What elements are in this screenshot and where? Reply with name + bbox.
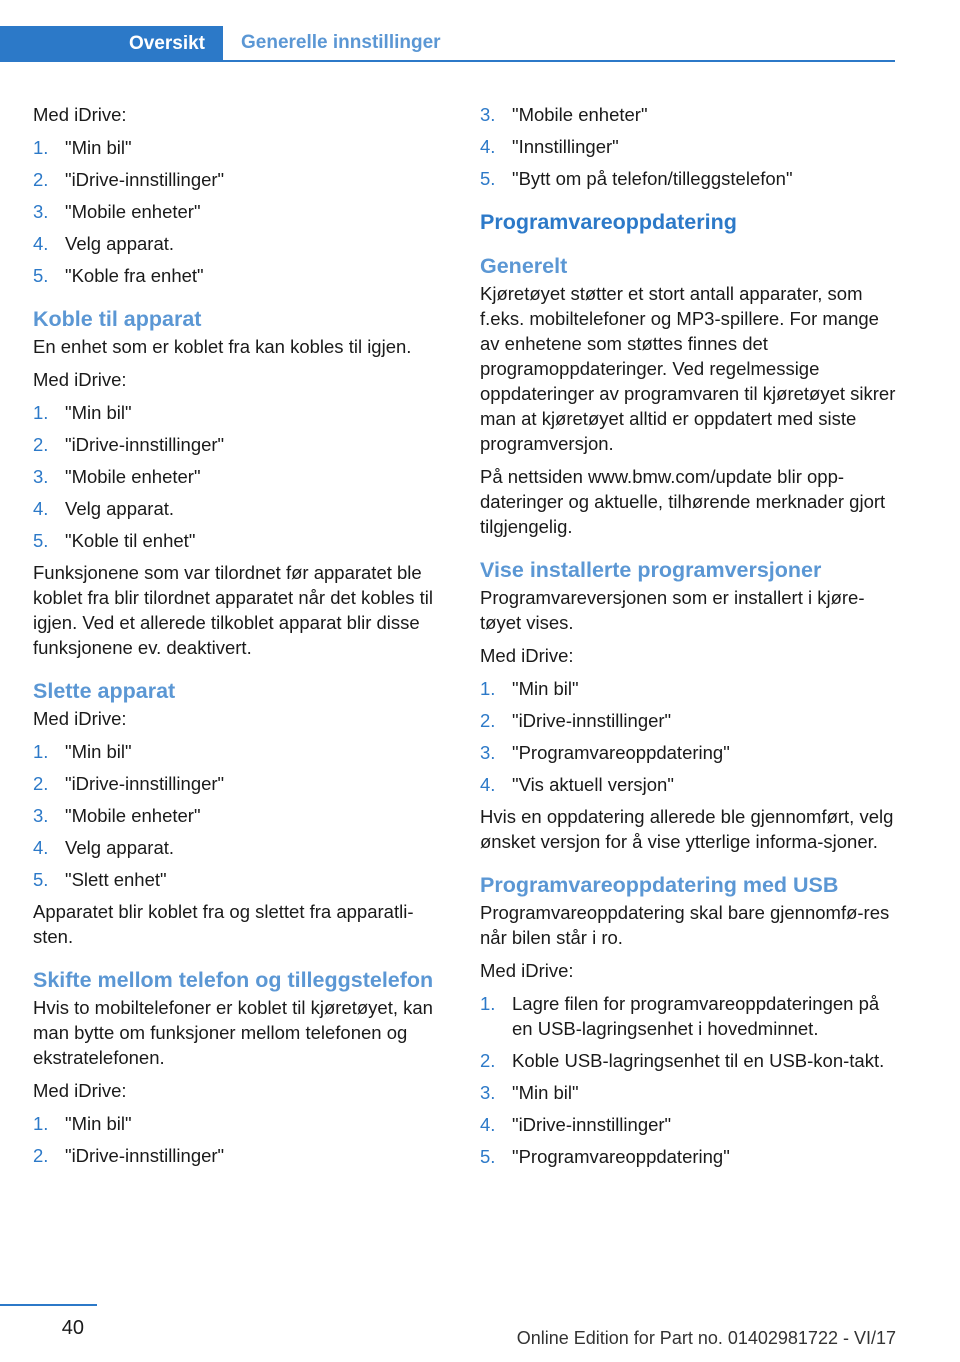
list-item (33, 496, 453, 521)
list-item (480, 1144, 896, 1169)
paragraph: Med iDrive: (480, 645, 574, 666)
list-item (33, 835, 453, 860)
list-text: "Min bil" (65, 741, 132, 762)
list-text: Velg apparat. (65, 498, 175, 519)
list-text: "Programvareoppdatering" (512, 1146, 730, 1167)
list-text: "iDrive-innstillinger" (65, 773, 225, 794)
section-heading: Generelt (480, 254, 568, 278)
list-item (33, 803, 453, 828)
list-number: 4. (480, 774, 496, 795)
list-text: "Min bil" (512, 678, 579, 699)
list-number: 4. (33, 233, 49, 254)
list-number: 5. (480, 168, 496, 189)
list-item (33, 528, 453, 553)
list-number: 1. (33, 137, 49, 158)
list-number: 2. (33, 434, 49, 455)
paragraph: Apparatet blir koblet fra og slettet fra apparatli-sten. (33, 901, 414, 947)
paragraph: Funksjonene som var tilordnet før apparatet ble koblet fra blir tilordnet apparatet når det kobles til igjen. Ved et allerede tilkoblet apparat blir disse funksjonene ev. deaktivert. (33, 562, 434, 658)
list-text: "Vis aktuell versjon" (512, 774, 674, 795)
paragraph: Hvis to mobiltelefoner er koblet til kjøretøyet, kan man bytte om funksjoner mellom telefonen og ekstratelefonen. (33, 997, 433, 1068)
list-item (33, 400, 453, 425)
list-item (480, 991, 896, 1041)
list-text: "Min bil" (65, 402, 132, 423)
list-number: 1. (480, 993, 496, 1014)
list-number: 3. (480, 742, 496, 763)
list-text: Koble USB-lagringsenhet til en USB-kon-takt. (512, 1050, 885, 1071)
paragraph: Med iDrive: (480, 960, 574, 981)
list-item (33, 464, 453, 489)
list-number: 4. (480, 1114, 496, 1135)
list-number: 1. (33, 1113, 49, 1134)
paragraph: Med iDrive: (33, 708, 127, 729)
paragraph: Programvareoppdatering skal bare gjennomfø-res når bilen står i ro. (480, 902, 890, 948)
list-number: 4. (33, 837, 49, 858)
list-item (480, 1080, 896, 1105)
chapter-heading: Programvareoppdatering (480, 210, 737, 234)
list-item (33, 867, 453, 892)
list-item (33, 199, 453, 224)
list-item (33, 263, 453, 288)
list-text: Velg apparat. (65, 837, 175, 858)
list-item (480, 708, 896, 733)
paragraph: På nettsiden www.bmw.com/update blir opp-dateringer og aktuelle, tilhørende merknader gjort tilgjengelig. (480, 466, 886, 537)
list-number: 3. (33, 805, 49, 826)
list-text: "iDrive-innstillinger" (512, 710, 672, 731)
list-item (480, 1048, 896, 1073)
numbered-list (33, 739, 453, 892)
tab-oversikt[interactable]: Oversikt (0, 26, 223, 62)
list-number: 1. (33, 402, 49, 423)
section-heading: Skifte mellom telefon og tilleggstelefon (33, 968, 434, 992)
section-heading: Vise installerte programversjoner (480, 558, 822, 582)
paragraph: En enhet som er koblet fra kan kobles til igjen. (33, 336, 412, 357)
list-text: "Mobile enheter" (65, 805, 201, 826)
list-text: "Koble til enhet" (65, 530, 196, 551)
footer-rule (0, 1304, 97, 1306)
list-text: "Bytt om på telefon/tilleggstelefon" (512, 168, 793, 189)
list-item (480, 676, 896, 701)
list-item (480, 102, 896, 127)
paragraph: Med iDrive: (33, 369, 127, 390)
list-text: "Innstillinger" (512, 136, 619, 157)
left-column (33, 102, 453, 1175)
list-number: 4. (480, 136, 496, 157)
list-number: 2. (33, 1145, 49, 1166)
list-item (33, 432, 453, 457)
header-rule (0, 60, 895, 62)
numbered-list (480, 102, 896, 191)
section-heading: Koble til apparat (33, 307, 202, 331)
list-number: 2. (33, 773, 49, 794)
list-number: 3. (33, 466, 49, 487)
list-text: "Min bil" (65, 137, 132, 158)
list-item (480, 772, 896, 797)
list-text: "iDrive-innstillinger" (512, 1114, 672, 1135)
tab-generelle-innstillinger[interactable]: Generelle innstillinger (241, 32, 441, 53)
numbered-list (33, 135, 453, 288)
paragraph: Med iDrive: (33, 104, 127, 125)
list-text: "Mobile enheter" (65, 201, 201, 222)
chapter-header (0, 26, 895, 62)
list-item (33, 231, 453, 256)
list-item (480, 134, 896, 159)
list-text: "iDrive-innstillinger" (65, 169, 225, 190)
list-item (480, 166, 896, 191)
list-item (33, 1111, 453, 1136)
list-item (480, 1112, 896, 1137)
paragraph: Hvis en oppdatering allerede ble gjennomført, velg ønsket versjon for å vise ytterlige informa-sjoner. (480, 806, 894, 852)
list-item (480, 740, 896, 765)
list-text: Velg apparat. (65, 233, 175, 254)
list-item (33, 739, 453, 764)
section-heading: Programvareoppdatering med USB (480, 873, 839, 897)
list-text: "iDrive-innstillinger" (65, 1145, 225, 1166)
numbered-list (33, 400, 453, 553)
list-text: "Mobile enheter" (65, 466, 201, 487)
list-text: "Min bil" (65, 1113, 132, 1134)
page-number: 40 (61, 1317, 84, 1339)
numbered-list (480, 991, 896, 1169)
list-number: 5. (33, 530, 49, 551)
list-text: "Mobile enheter" (512, 104, 648, 125)
list-item (33, 135, 453, 160)
right-column (480, 102, 896, 1176)
list-text: "Slett enhet" (65, 869, 167, 890)
list-text: "Programvareoppdatering" (512, 742, 730, 763)
list-item (33, 771, 453, 796)
list-item (33, 1143, 453, 1168)
section-heading: Slette apparat (33, 679, 176, 703)
numbered-list (480, 676, 896, 797)
list-number: 1. (480, 678, 496, 699)
list-number: 2. (480, 710, 496, 731)
list-text: "iDrive-innstillinger" (65, 434, 225, 455)
list-number: 3. (33, 201, 49, 222)
list-number: 5. (33, 869, 49, 890)
edition-note: Online Edition for Part no. 01402981722 - VI/17 (516, 1328, 896, 1348)
list-number: 4. (33, 498, 49, 519)
numbered-list (33, 1111, 453, 1168)
list-item (33, 167, 453, 192)
list-number: 2. (33, 169, 49, 190)
list-number: 1. (33, 741, 49, 762)
list-number: 3. (480, 104, 496, 125)
list-text: Lagre filen for programvareoppdateringen på en USB-lagringsenhet i hovedminnet. (512, 993, 880, 1039)
list-text: "Koble fra enhet" (65, 265, 204, 286)
list-text: "Min bil" (512, 1082, 579, 1103)
list-number: 5. (33, 265, 49, 286)
list-number: 2. (480, 1050, 496, 1071)
paragraph: Kjøretøyet støtter et stort antall apparater, som f.eks. mobiltelefoner og MP3-spillere. For mange av enhetene som støttes finnes det programoppdateringer. Ved regelmessige oppdateringer av programvaren til kjøretøyet sikrer man at kjøretøyet alltid er oppdatert med siste programversjon. (480, 283, 896, 454)
list-number: 5. (480, 1146, 496, 1167)
list-number: 3. (480, 1082, 496, 1103)
paragraph: Med iDrive: (33, 1080, 127, 1101)
paragraph: Programvareversjonen som er installert i kjøre-tøyet vises. (480, 587, 865, 633)
